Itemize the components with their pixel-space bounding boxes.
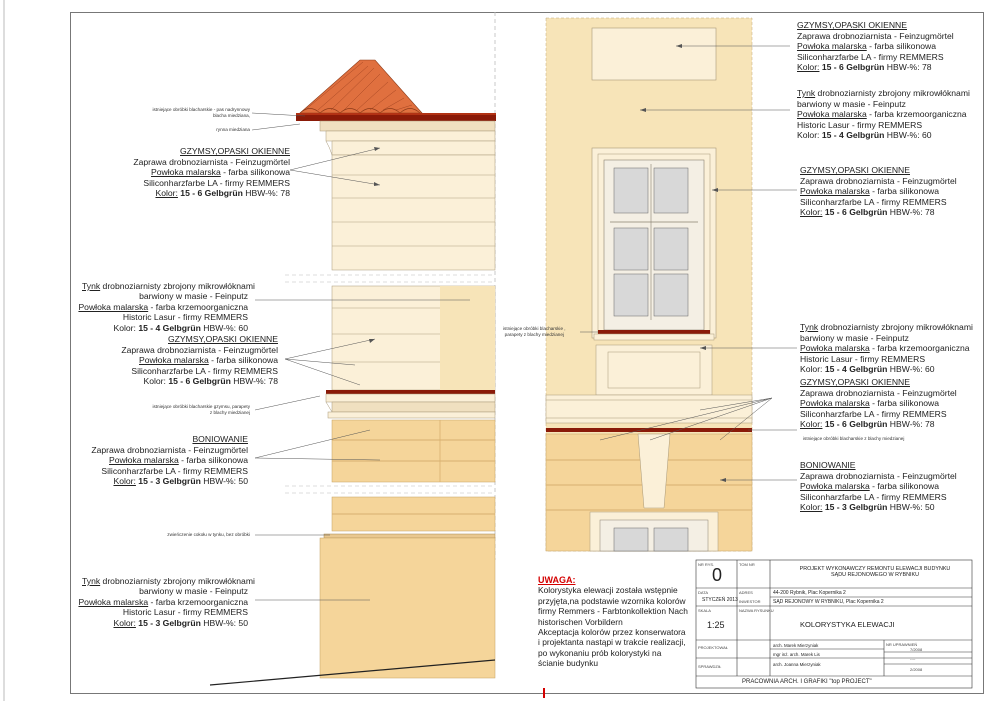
tb-address: 44-200 Rybnik, Plac Kopernika 2: [773, 590, 846, 596]
tb-scale: 1:25: [707, 620, 725, 630]
note-right-tynk-1: Tynk drobnoziarnisty zbrojony mikrowłóknami barwiony w masie - Feinputz Powłoka malarska - farba krzemoorganiczna Historic Lasur - firmy REMMERS Kolor: 15 - 4 Gelbgrün HBW-%: 60: [797, 88, 970, 141]
note-right-bonio: BONIOWANIE Zaprawa drobnoziarnista - Feinzugmörtel Powłoka malarska - farba silikonowa Siliconharzfarbe LA - firmy REMMERS Kolor: 15 - 3 Gelbgrün HBW-%: 50: [800, 460, 957, 513]
note-left-bonio: BONIOWANIE Zaprawa drobnoziarnista - Feinzugmörtel Powłoka malarska - farba silikonowa Siliconharzfarbe LA - firmy REMMERS Kolor: 15 - 3 Gelbgrün HBW-%: 50: [91, 434, 248, 487]
copper-gutter: [296, 114, 496, 121]
tb-label-tom: TOM NR: [739, 562, 755, 567]
warning-line: Akceptacja kolorów przez konserwatora: [538, 627, 686, 638]
tb-label-inwestor: INWESTOR: [739, 599, 761, 604]
tb-drawing-name: KOLORYSTYKA ELEWACJI: [800, 620, 895, 629]
tb-designer-2: mgr inż. arch. Marek Lis: [773, 652, 820, 657]
tb-label-nazwa: NAZWA RYSUNKU: [739, 608, 774, 613]
warning-line: firmy Remmers - Farbtonkollektion Nach: [538, 606, 688, 617]
tb-label-data: DATA: [698, 590, 709, 595]
tb-label-projektowal: PROJEKTOWAŁ: [698, 645, 729, 650]
tb-license-1: 7/2008: [910, 647, 923, 652]
note-right-gzymsy-2: GZYMSY,OPASKI OKIENNE Zaprawa drobnoziarnista - Feinzugmörtel Powłoka malarska - farba silikonowa Siliconharzfarbe LA - firmy REMMERS Kolor: 15 - 6 Gelbgrün HBW-%: 78: [800, 165, 957, 218]
tb-label-adres: ADRES: [739, 590, 753, 595]
warning-line: po wykonaniu prób kolorystyki na: [538, 647, 662, 658]
label-obrobki-1: istniejące obróbki blacharskie - pas nadrynnowy blacha miedziana,: [152, 107, 250, 118]
warning-line: ścianie budynku: [538, 658, 599, 669]
note-left-tynk-2: Tynk drobnoziarnisty zbrojony mikrowłóknami: [82, 576, 255, 586]
label-obrobki-2: istniejące obróbki blacharskie gzymsu, parapety z blachy miedzianej: [152, 404, 250, 415]
note-left-tynk-1: Tynk drobnoziarnisty zbrojony mikrowłóknami: [82, 281, 255, 291]
tb-license-2: ----: [910, 656, 916, 661]
warning-line: Kolorystyka elewacji została wstępnie: [538, 585, 678, 596]
note-right-tynk-2: Tynk drobnoziarnisty zbrojony mikrowłóknami barwiony w masie - Feinputz Powłoka malarska - farba krzemoorganiczna Historic Lasur - firmy REMMERS Kolor: 15 - 4 Gelbgrün HBW-%: 60: [800, 322, 973, 375]
label-cokol: zwieńczenie cokołu w tynku, bez obróbki: [167, 532, 250, 537]
label-obrobki-3: istniejące obróbki blacharskie , parapety z blachy miedzianej: [503, 326, 566, 337]
tb-date: STYCZEŃ 2013: [702, 597, 738, 603]
tb-checker: arch. Joanna Mierzyniak: [773, 662, 821, 667]
note-left-gzymsy-2: GZYMSY,OPASKI OKIENNE Zaprawa drobnoziarnista - Feinzugmörtel Powłoka malarska - farba silikonowa Siliconharzfarbe LA - firmy REMMERS Kolor: 15 - 6 Gelbgrün HBW-%: 78: [121, 334, 278, 387]
note-left-tynk-1-body: barwiony w masie - Feinputz Powłoka malarska - farba krzemoorganiczna Historic Lasur - firmy REMMERS Kolor: 15 - 4 Gelbgrün HBW-%: 60: [78, 291, 248, 333]
tb-designer-1: arch. Marek Mierzyniak: [773, 643, 819, 648]
note-right-gzymsy-3: GZYMSY,OPASKI OKIENNE Zaprawa drobnoziarnista - Feinzugmörtel Powłoka malarska - farba silikonowa Siliconharzfarbe LA - firmy REMMERS Kolor: 15 - 6 Gelbgrün HBW-%: 78: [800, 377, 957, 430]
warning-line: przyjęta,na podstawie wzornika kolorów: [538, 595, 686, 606]
tb-firm: PRACOWNIA ARCH. I GRAFIKI "top PROJECT": [742, 679, 872, 685]
warning-note: [538, 575, 688, 669]
tb-label-upr: NR UPRAWNIEŃ: [886, 642, 918, 647]
warning-title: UWAGA:: [538, 575, 576, 585]
tb-project-title: PROJEKT WYKONAWCZY REMONTU ELEWACJI BUDYNKU SĄDU REJONOWEGO W RYBNIKU: [799, 566, 951, 578]
warning-line: i projektanta nastąpi w trakcie realizacji,: [538, 637, 686, 648]
note-right-gzymsy-1: GZYMSY,OPASKI OKIENNE Zaprawa drobnoziarnista - Feinzugmörtel Powłoka malarska - farba silikonowa Siliconharzfarbe LA - firmy REMMERS Kolor: 15 - 6 Gelbgrün HBW-%: 78: [797, 20, 954, 73]
roof-tiles: [300, 60, 422, 113]
right-elevation: [546, 18, 752, 551]
note-left-tynk-2-body: barwiony w masie - Feinputz Powłoka malarska - farba krzemoorganiczna Historic Lasur - firmy REMMERS Kolor: 15 - 3 Gelbgrün HBW-%: 50: [78, 586, 248, 628]
tb-label-sprawdzil: SPRAWDZIŁ: [698, 664, 722, 669]
label-rynna: rynna miedziana: [216, 127, 250, 132]
tb-label-skala: SKALA: [698, 608, 711, 613]
tb-drawing-number: 0: [712, 565, 723, 585]
tb-investor: SĄD REJONOWY W RYBNIKU, Plac Kopernika 2: [773, 599, 884, 605]
label-obrobki-4: istniejące obróbki blacharskie z blachy miedzianej: [803, 436, 905, 441]
tb-label-nr: NR RYS.: [698, 562, 715, 567]
warning-line: historischen Vorbildern: [538, 616, 623, 627]
tb-license-3: 2/2008: [910, 667, 923, 672]
note-left-gzymsy-1: GZYMSY,OPASKI OKIENNE Zaprawa drobnoziarnista - Feinzugmörtel Powłoka malarska - farba silikonowa Siliconharzfarbe LA - firmy REMMERS Kolor: 15 - 6 Gelbgrün HBW-%: 78: [133, 146, 290, 199]
